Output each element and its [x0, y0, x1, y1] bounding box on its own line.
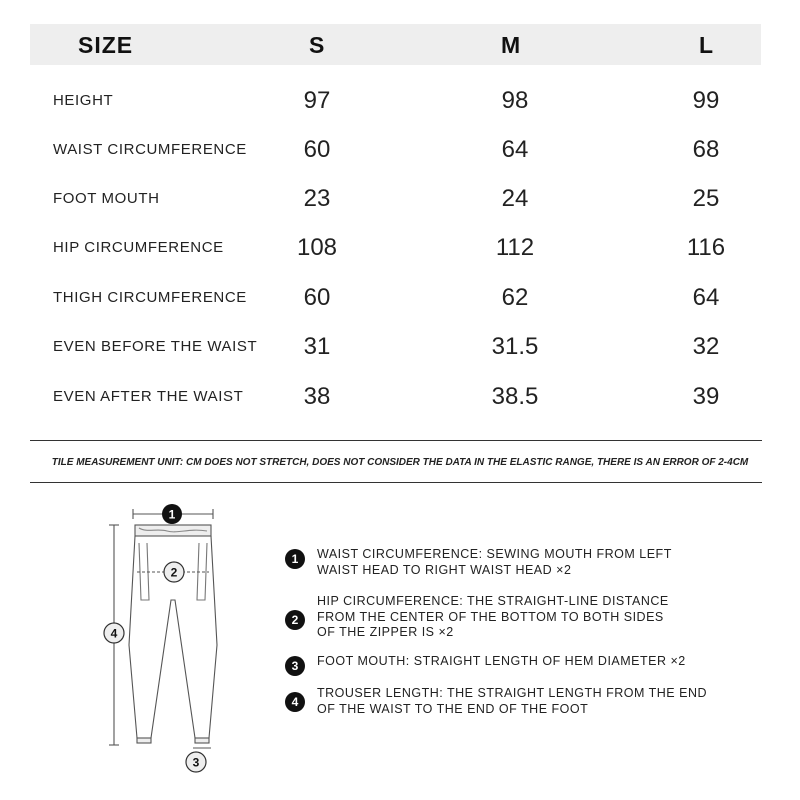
divider-top	[30, 440, 762, 441]
table-row	[0, 233, 800, 263]
svg-text:3: 3	[192, 755, 200, 770]
marker-4	[104, 623, 124, 643]
value-m: 38.5	[491, 383, 539, 410]
marker-3	[186, 752, 206, 772]
row-label: EVEN BEFORE THE WAIST	[53, 338, 258, 355]
table-row	[0, 382, 800, 412]
table-row	[0, 135, 800, 165]
row-label: WAIST CIRCUMFERENCE	[53, 141, 247, 158]
value-m: 24	[501, 185, 529, 212]
svg-text:2: 2	[170, 565, 178, 580]
header-m: M	[501, 32, 522, 58]
marker-1	[162, 504, 182, 524]
legend-item-waist	[285, 547, 672, 578]
value-s: 60	[303, 136, 331, 163]
header-l: L	[699, 32, 715, 58]
svg-text:4: 4	[110, 626, 118, 641]
row-label: HIP CIRCUMFERENCE	[53, 239, 224, 256]
value-m: 62	[501, 284, 529, 311]
value-s: 97	[303, 87, 331, 114]
legend-number: 2	[285, 610, 305, 630]
legend-text: HIP CIRCUMFERENCE: THE STRAIGHT-LINE DISTANCE FROM THE CENTER OF THE BOTTOM TO BOTH SIDES OF THE ZIPPER IS ×2	[317, 594, 669, 639]
value-l: 64	[692, 284, 720, 311]
legend-text: TROUSER LENGTH: THE STRAIGHT LENGTH FROM THE END OF THE WAIST TO THE END OF THE FOOT	[317, 686, 708, 716]
legend-number: 3	[285, 656, 305, 676]
header-s: S	[309, 32, 326, 58]
legend-item-foot-mouth	[285, 654, 686, 676]
value-l: 116	[686, 234, 726, 261]
legend-item-length	[285, 686, 707, 717]
value-l: 68	[692, 136, 720, 163]
row-label: HEIGHT	[53, 92, 114, 109]
value-s: 38	[303, 383, 331, 410]
value-l: 25	[692, 185, 720, 212]
legend-text: FOOT MOUTH: STRAIGHT LENGTH OF HEM DIAMETER ×2	[317, 654, 686, 668]
value-l: 39	[692, 383, 720, 410]
table-row	[0, 283, 800, 313]
value-m: 64	[501, 136, 529, 163]
divider-bottom	[30, 482, 762, 483]
table-row	[0, 86, 800, 116]
table-row	[0, 332, 800, 362]
legend-number: 4	[285, 692, 305, 712]
measurement-note: TILE MEASUREMENT UNIT: CM DOES NOT STRETCH, DOES NOT CONSIDER THE DATA IN THE ELASTIC RANGE, THERE IS AN ERROR OF 2-4CM	[51, 457, 749, 468]
value-s: 60	[303, 284, 331, 311]
header-size: SIZE	[78, 32, 134, 58]
value-m: 31.5	[491, 333, 539, 360]
table-row	[0, 184, 800, 214]
value-m: 112	[495, 234, 535, 261]
size-table-header	[30, 24, 761, 65]
svg-text:1: 1	[168, 507, 176, 522]
row-label: FOOT MOUTH	[53, 190, 160, 207]
legend-item-hip	[285, 594, 669, 641]
value-m: 98	[501, 87, 529, 114]
row-label: THIGH CIRCUMFERENCE	[53, 289, 247, 306]
value-l: 99	[692, 87, 720, 114]
trousers-diagram	[95, 495, 255, 780]
value-l: 32	[692, 333, 720, 360]
marker-2	[164, 562, 184, 582]
row-label: EVEN AFTER THE WAIST	[53, 388, 244, 405]
value-s: 31	[303, 333, 331, 360]
legend-text: WAIST CIRCUMFERENCE: SEWING MOUTH FROM LEFT WAIST HEAD TO RIGHT WAIST HEAD ×2	[317, 547, 672, 577]
legend-number: 1	[285, 549, 305, 569]
value-s: 23	[303, 185, 331, 212]
value-s: 108	[296, 234, 338, 261]
